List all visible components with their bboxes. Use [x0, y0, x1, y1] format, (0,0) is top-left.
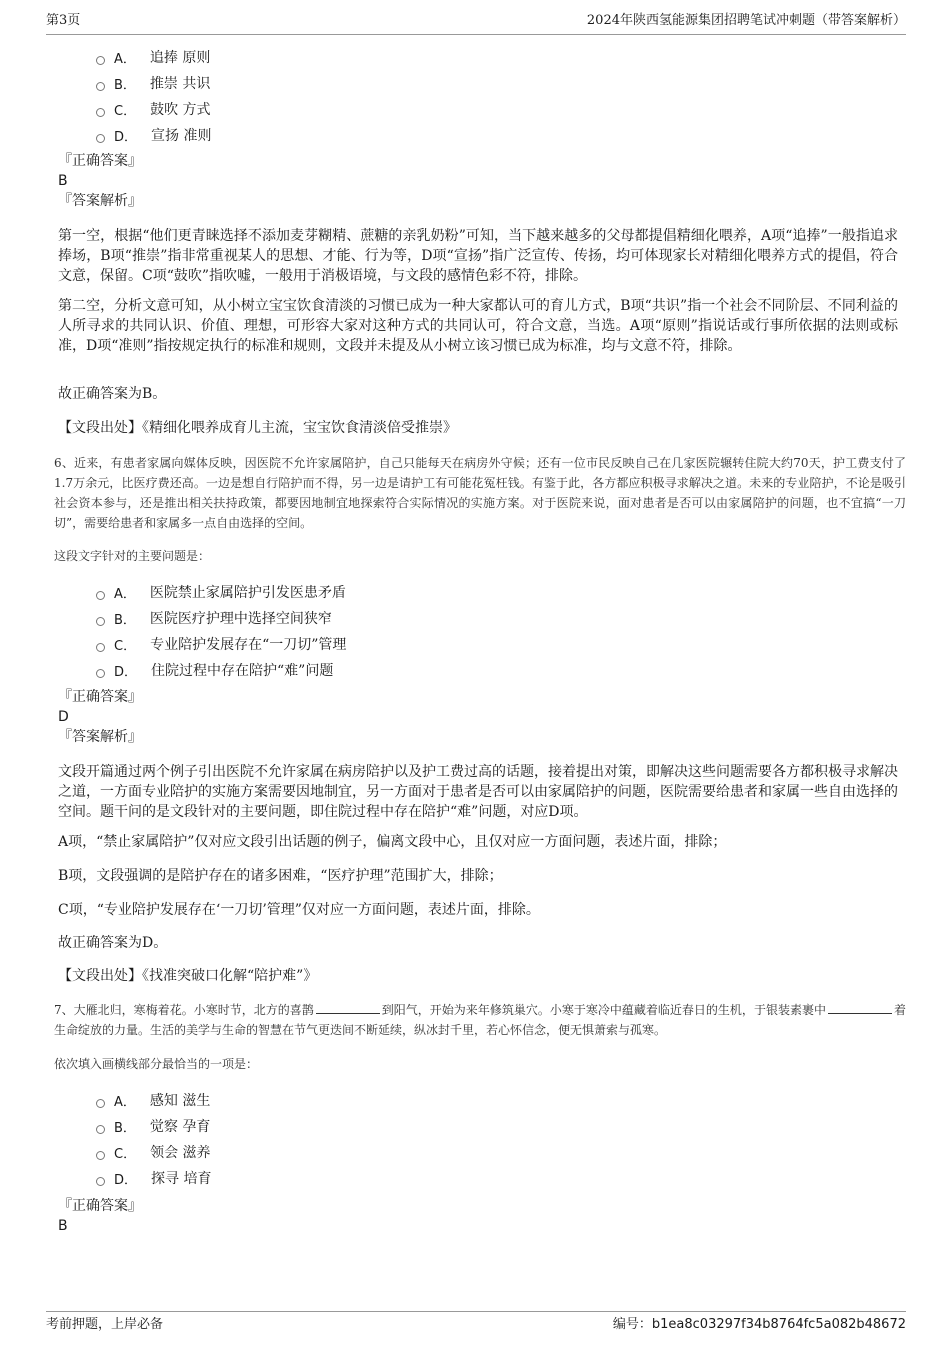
radio-icon[interactable]	[96, 669, 105, 678]
q7-stem	[54, 1000, 906, 1040]
q5-answer-block	[58, 151, 898, 211]
q6-analysis-a	[58, 832, 898, 852]
analysis-paragraph: 文段开篇通过两个例子引出医院不允许家属在病房陪护以及护工费过高的话题，接着提出对策，即解决这些问题需要各方都积极寻求解决之道，一方面专业陪护的实施方案需要因地制宜，另一方面对于患者是否可以由家属陪护的问题，医院需要给患者和家属一些自由选择的空间。题干问的是文段针对的主要问题，即住院过程中存在陪护“难”问题，对应D项。	[58, 764, 898, 820]
q6-conclusion	[58, 933, 898, 953]
analysis-conclusion: 故正确答案为B。	[58, 386, 167, 402]
analysis-paragraph: C项，“专业陪护发展存在‘一刀切’管理”仅对应一方面问题，表述片面，排除。	[58, 902, 540, 918]
q6-option-a[interactable]: A． 医院禁止家属陪护引发医患矛盾	[96, 579, 496, 605]
fill-blank-1[interactable]	[316, 1001, 380, 1014]
answer-label: 『正确答案』	[58, 689, 142, 705]
document-code: b1ea8c03297f34b8764fc5a082b48672	[651, 1317, 906, 1332]
q6-option-d[interactable]: D． 住院过程中存在陪护“难”问题	[96, 657, 496, 683]
q7-option-a[interactable]: A． 感知 滋生	[96, 1087, 496, 1113]
q6-analysis	[58, 762, 898, 822]
answer-value: B	[58, 1218, 68, 1234]
question-stem: 7、大雁北归，寒梅着花。小寒时节，北方的喜鹊 到阳气，开始为来年修筑巢穴。小寒于寒冷中蕴藏着临近春日的生机，于银装素裹中 着生命绽放的力量。生活的美学与生命的智慧在节气更迭间不断延续，纵冰封千里，若心怀信念，便无惧萧索与孤寒。	[54, 1003, 906, 1037]
q6-analysis-b	[58, 866, 898, 886]
answer-value: D	[58, 709, 69, 725]
q5-analysis-2	[58, 296, 898, 356]
analysis-paragraph: 第一空，根据“他们更青睐选择不添加麦芽糊精、蔗糖的亲乳奶粉”可知，当下越来越多的父母都提倡精细化喂养，A项“追捧”一般指追求捧场，B项“推崇”指非常重视某人的思想、才能、行为等，D项“宣扬”指广泛宣传、传扬，均可体现家长对精细化喂养方式的提倡，符合文意，保留。C项“鼓吹”指吹嘘，一般用于消极语境，与文段的感情色彩不符，排除。	[58, 228, 898, 284]
analysis-paragraph: 第二空，分析文意可知，从小树立宝宝饮食清淡的习惯已成为一种大家都认可的育儿方式，B项“共识”指一个社会不同阶层、不同利益的人所寻求的共同认识、价值、理想，可形容大家对这种方式的共同认可，符合文意，当选。A项“原则”指说话或行事所依据的法则或标准，D项“准则”指按规定执行的标准和规则，文段并未提及从小树立该习惯已成为标准，均与文意不符，排除。	[58, 298, 898, 354]
document-id: 编号：b1ea8c03297f34b8764fc5a082b48672	[612, 1317, 906, 1332]
analysis-conclusion: 故正确答案为D。	[58, 935, 168, 951]
analysis-label: 『答案解析』	[58, 193, 142, 209]
q6-source	[58, 966, 898, 986]
radio-icon[interactable]	[96, 108, 105, 117]
radio-icon[interactable]	[96, 1177, 105, 1186]
q6-options	[96, 579, 496, 683]
q7-prompt	[54, 1054, 906, 1074]
document-title: 2024年陕西氢能源集团招聘笔试冲刺题（带答案解析）	[586, 13, 906, 28]
radio-icon[interactable]	[96, 56, 105, 65]
q6-prompt	[54, 546, 906, 566]
q6-option-b[interactable]: B． 医院医疗护理中选择空间狭窄	[96, 605, 496, 631]
q5-options	[96, 44, 496, 148]
q6-stem	[54, 453, 906, 533]
footer-slogan: 考前押题，上岸必备	[46, 1317, 164, 1332]
q5-source	[58, 418, 898, 438]
page-number: 第3页	[46, 13, 81, 28]
q5-option-b[interactable]: B． 推崇 共识	[96, 70, 496, 96]
q6-answer-block	[58, 687, 898, 747]
source-citation: 【文段出处】《找准突破口化解“陪护难”》	[58, 968, 318, 984]
q7-option-c[interactable]: C． 领会 滋养	[96, 1139, 496, 1165]
analysis-paragraph: B项，文段强调的是陪护存在的诸多困难，“医疗护理”范围扩大，排除；	[58, 868, 503, 884]
source-citation: 【文段出处】《精细化喂养成育儿主流，宝宝饮食清淡倍受推崇》	[58, 420, 457, 436]
q5-option-c[interactable]: C． 鼓吹 方式	[96, 96, 496, 122]
radio-icon[interactable]	[96, 591, 105, 600]
q7-answer-block	[58, 1196, 898, 1236]
radio-icon[interactable]	[96, 134, 105, 143]
page-header	[46, 10, 906, 35]
analysis-paragraph: A项，“禁止家属陪护”仅对应文段引出话题的例子，偏离文段中心，且仅对应一方面问题，表述片面，排除；	[58, 834, 727, 850]
q7-options	[96, 1087, 496, 1191]
q6-option-c[interactable]: C． 专业陪护发展存在“一刀切”管理	[96, 631, 496, 657]
q6-analysis-c	[58, 900, 898, 920]
page-footer	[46, 1311, 906, 1338]
q7-option-b[interactable]: B． 觉察 孕育	[96, 1113, 496, 1139]
fill-blank-2[interactable]	[828, 1001, 892, 1014]
answer-label: 『正确答案』	[58, 1198, 142, 1214]
q5-option-a[interactable]: A． 追捧 原则	[96, 44, 496, 70]
question-prompt: 这段文字针对的主要问题是：	[54, 549, 211, 563]
q7-option-d[interactable]: D． 探寻 培育	[96, 1165, 496, 1191]
answer-value: B	[58, 173, 68, 189]
question-stem: 6、近来，有患者家属向媒体反映，因医院不允许家属陪护，自己只能每天在病房外守候；还有一位市民反映自己在几家医院辗转住院大约70天，护工费支付了1.7万余元，比医疗费还高。一边是想自行陪护而不得，另一边是请护工有可能花冤枉钱。有鉴于此，各方都应积极寻求解决之道。未来的专业陪护，不论是吸引社会资本参与，还是推出相关扶持政策，都要因地制宜地探索符合实际情况的实施方案。对于医院来说，面对患者是否可以由家属陪护的问题，也不宜搞“一刀切”，需要给患者和家属多一点自由选择的空间。	[54, 456, 906, 530]
analysis-label: 『答案解析』	[58, 729, 142, 745]
answer-label: 『正确答案』	[58, 153, 142, 169]
radio-icon[interactable]	[96, 617, 105, 626]
radio-icon[interactable]	[96, 1151, 105, 1160]
radio-icon[interactable]	[96, 82, 105, 91]
q5-option-d[interactable]: D． 宣扬 准则	[96, 122, 496, 148]
question-prompt: 依次填入画横线部分最恰当的一项是：	[54, 1057, 259, 1071]
q5-analysis	[58, 226, 898, 286]
q5-conclusion	[58, 384, 898, 404]
radio-icon[interactable]	[96, 1125, 105, 1134]
radio-icon[interactable]	[96, 643, 105, 652]
radio-icon[interactable]	[96, 1099, 105, 1108]
